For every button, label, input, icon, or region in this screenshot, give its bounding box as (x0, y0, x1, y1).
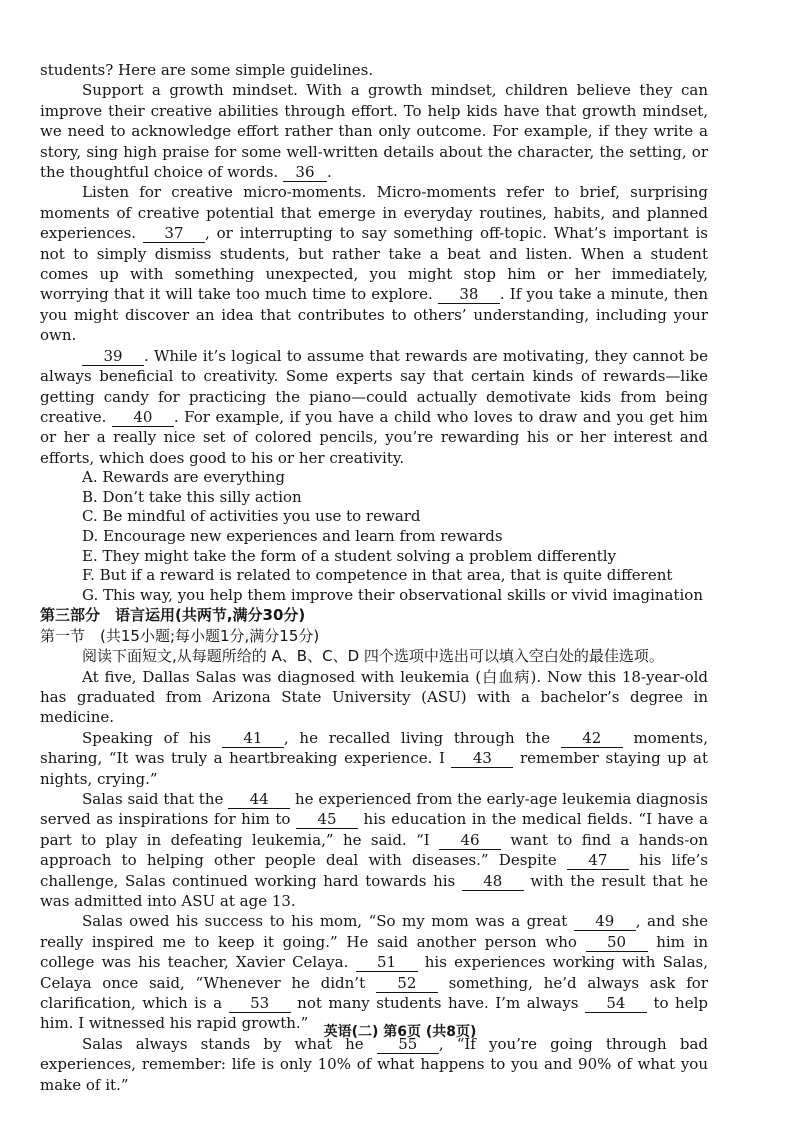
blank-46: 46 (439, 832, 501, 850)
page-footer: 英语(二) 第6页 (共8页) (323, 1024, 477, 1040)
blank-43: 43 (451, 750, 513, 768)
blank-39: 39 (82, 348, 144, 366)
blank-47: 47 (567, 852, 629, 870)
blank-45: 45 (296, 811, 358, 829)
passage-intro: students? Here are some simple guidelines. (40, 61, 374, 79)
cloze-text: Salas always stands by what he (82, 1034, 377, 1053)
cloze-text: with the result that he was admitted into ASU at age 13. (40, 871, 708, 910)
option-g: G. This way, you help them improve their observational skills or vivid imagination (82, 585, 703, 604)
cloze-text: something, he’d always ask for clarification, which is a (40, 973, 708, 1012)
rewards-text-end: . For example, if you have a child who loves to draw and you get him or her a really nice set of colored pencils, you’re rewarding his or her interest and efforts, which does good to his or her creativity. (40, 407, 708, 467)
blank-41: 41 (222, 730, 284, 748)
part3-heading: 第三部分 语言运用(共两节,满分30分) (40, 606, 306, 625)
cloze-text: he experienced from the early-age leukemia diagnosis served as inspirations for him to (40, 789, 708, 829)
option-e: E. They might take the form of a student solving a problem differently (82, 546, 617, 565)
blank-36: 36 (283, 164, 327, 182)
blank-37: 37 (143, 225, 205, 243)
blank-51: 51 (356, 954, 418, 972)
cloze-text: his life’s challenge, Salas continued working hard towards his (40, 851, 709, 890)
blank-55: 55 (377, 1036, 439, 1054)
section1-heading: 第一节 (共15小题;每小题1分,满分15分) (40, 626, 320, 645)
mindset-text: Support a growth mindset. With a growth mindset, children believe they can improve their creative abilities through effort. To help kids have that growth mindset, we need to acknowledge effort rather than only outcome. For example, if they write a story, sing high praise for some well-written details about the character, the setting, or the thoughtful choice of words. (40, 81, 708, 182)
blank-50: 50 (586, 934, 648, 952)
cloze-text: want to find a hands-on approach to helping other people deal with diseases.” Despite (40, 830, 708, 870)
cloze-text: him in college was his teacher, Xavier Celaya. (40, 932, 708, 972)
cloze-paragraph-4 (40, 911, 708, 1033)
section1-instruction: 阅读下面短文,从每题所给的 A、B、C、D 四个选项中选出可以填入空白处的最佳选项。 (82, 647, 664, 666)
blank-54: 54 (585, 995, 647, 1013)
cloze-text: his education in the medical fields. “I have a part to play in defeating leukemia,” he said. “I (40, 810, 708, 849)
cloze-text: not many students have. I’m always (290, 994, 585, 1012)
blank-38: 38 (438, 286, 500, 304)
cloze-text: his experiences working with Salas, Celaya once said, “Whenever he didn’t (40, 953, 708, 992)
option-c: C. Be mindful of activities you use to reward (82, 507, 421, 526)
cloze-text: Speaking of his (82, 728, 222, 747)
blank-53: 53 (229, 995, 291, 1013)
blank-49: 49 (574, 913, 636, 931)
cloze-text: , he recalled living through the (283, 728, 561, 747)
cloze-text: to help him. I witnessed his rapid growth.” (40, 994, 708, 1033)
listen-text: Listen for creative micro-moments. Micro-moments refer to brief, surprising moments of creative potential that emerge in everyday routines, habits, and planned experiences. (40, 183, 708, 243)
cloze-text: Salas said that the (82, 789, 229, 808)
cloze-text: remember staying up at nights, crying.” (40, 749, 708, 788)
paragraph-micro-moments (40, 182, 708, 345)
options-list (40, 468, 708, 605)
cloze-text: moments, sharing, “It was truly a heartbreaking experience. I (40, 728, 709, 768)
paragraph-growth-mindset (40, 80, 708, 182)
blank-44: 44 (228, 791, 290, 809)
option-b: B. Don’t take this silly action (82, 487, 302, 506)
rewards-text: . While it’s logical to assume that rewards are motivating, they cannot be always beneficial to creativity. Some experts say that certain kinds of rewards—like getting candy for practicing the piano—could actually demotivate kids from being creative. (40, 346, 708, 426)
blank-40: 40 (112, 409, 174, 427)
option-d: D. Encourage new experiences and learn from rewards (82, 526, 503, 545)
cloze-paragraph-2 (40, 728, 708, 789)
listen-text-middle: , or interrupting to say something off-topic. What’s important is not to simply dismiss students, but rather take a beat and listen. When a student comes up with something unexpected, you might stop him or her immediately, worrying that it will take too much time to explore. (40, 224, 708, 304)
blank-48: 48 (462, 873, 524, 891)
cloze-text: , and she really inspired me to keep it going.” He said another person who (40, 912, 708, 951)
cloze-text: Salas owed his success to his mom, “So my mom was a great (82, 912, 574, 931)
blank-52: 52 (376, 975, 438, 993)
cloze-paragraph-3 (40, 789, 708, 911)
blank-42: 42 (561, 730, 623, 748)
paragraph-rewards (40, 346, 708, 468)
listen-text-end: . If you take a minute, then you might discover an idea that contributes to others’ understanding, including your own. (40, 285, 709, 345)
mindset-text-end: . (326, 163, 332, 182)
cloze-paragraph-1: At five, Dallas Salas was diagnosed with leukemia (白血病). Now this 18-year-old has graduated from Arizona State University (ASU) with a bachelor’s degree in medicine. (40, 667, 708, 727)
cloze-text: , “If you’re going through bad experiences, remember: life is only 10% of what happens to you and 90% of what you make of it.” (40, 1034, 708, 1094)
cloze-paragraph-5 (40, 1034, 708, 1095)
option-f: F. But if a reward is related to competence in that area, that is quite different (82, 566, 673, 585)
option-a: A. Rewards are everything (82, 468, 285, 487)
